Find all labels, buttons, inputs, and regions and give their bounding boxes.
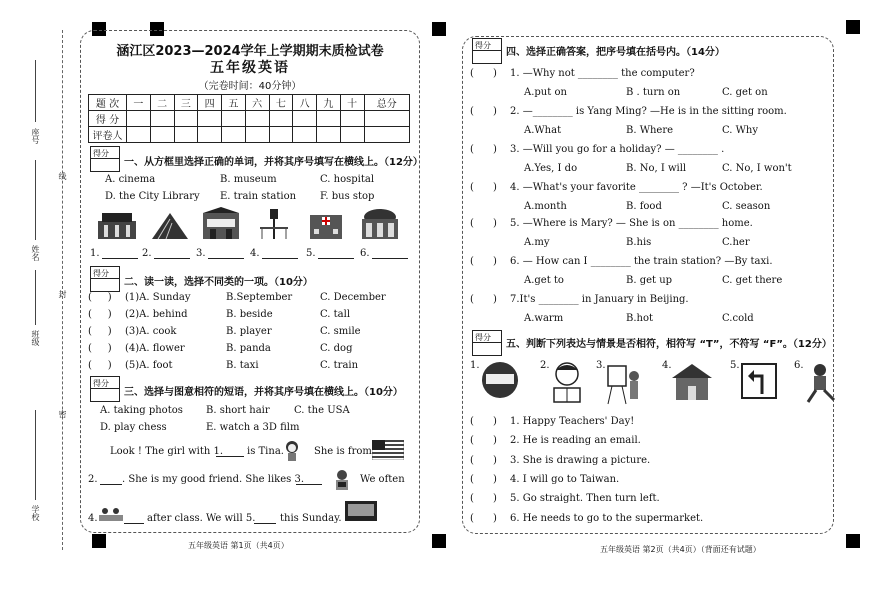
q4-paren[interactable]: ( ) bbox=[470, 68, 497, 79]
q3-line3-c: this Sunday. bbox=[280, 513, 342, 524]
grader-cell[interactable] bbox=[293, 127, 317, 143]
q4-option-a: A.month bbox=[524, 201, 567, 212]
score-header-cell: 五 bbox=[222, 95, 246, 111]
q1-blank: 4. bbox=[250, 248, 260, 259]
exam-subtitle: 五年级英语 bbox=[210, 60, 290, 76]
score-row-label: 评卷人 bbox=[89, 127, 127, 143]
q3-option: E. watch a 3D film bbox=[206, 422, 300, 433]
q4-option-a: A.Yes, I do bbox=[524, 163, 578, 174]
turn-left-sign-icon bbox=[740, 362, 778, 404]
q2-option-c: C. tall bbox=[320, 309, 351, 320]
q2-option-c: C. train bbox=[320, 360, 359, 371]
exam-time: （完卷时间：40分钟） bbox=[198, 81, 302, 92]
score-header-cell: 总分 bbox=[364, 95, 410, 111]
usa-flag-icon bbox=[372, 440, 404, 460]
q1-picture-hospital-icon bbox=[306, 207, 346, 241]
q2-option-b: B. beside bbox=[226, 309, 273, 320]
q4-option-a: A.warm bbox=[524, 313, 564, 324]
q2-paren[interactable]: ( ) bbox=[88, 343, 112, 354]
score-row-label: 得 分 bbox=[89, 111, 127, 127]
side-label-line: 线 bbox=[58, 172, 67, 180]
q3-line3-a: 4. bbox=[88, 513, 98, 524]
q1-heading: 一、从方框里选择正确的单词，并将其序号填写在横线上。（12分） bbox=[124, 157, 423, 168]
side-label-seat: 座号 bbox=[31, 128, 40, 144]
grader-cell[interactable] bbox=[364, 127, 410, 143]
q1-option: F. bus stop bbox=[320, 191, 375, 202]
q1-blank: 1. bbox=[90, 248, 100, 259]
q4-option-a: A.my bbox=[524, 237, 550, 248]
q1-blank: 5. bbox=[306, 248, 316, 259]
grader-cell[interactable] bbox=[245, 127, 269, 143]
q3-line2-b: . She is my good friend. She likes 3. bbox=[122, 474, 304, 485]
q5-statement: 5. Go straight. Then turn left. bbox=[510, 493, 660, 504]
q1-option: D. the City Library bbox=[105, 191, 200, 202]
q2-option-a: (1)A. Sunday bbox=[125, 292, 191, 303]
q2-paren[interactable]: ( ) bbox=[88, 292, 112, 303]
q5-pic-number: 5. bbox=[730, 360, 740, 371]
q1-picture-bus-stop-icon bbox=[256, 207, 292, 241]
grader-cell[interactable] bbox=[198, 127, 222, 143]
q1-picture-library-icon bbox=[96, 209, 138, 241]
q4-question: 2. —________ is Yang Ming? —He is in the sitting room. bbox=[510, 106, 787, 117]
grader-cell[interactable] bbox=[269, 127, 293, 143]
q5-paren[interactable]: ( ) bbox=[470, 474, 497, 485]
grader-cell[interactable] bbox=[222, 127, 246, 143]
q5-pic-number: 6. bbox=[794, 360, 804, 371]
score-header-cell: 七 bbox=[269, 95, 293, 111]
exam-title: 涵江区2023—2024学年上学期期末质检试卷 bbox=[116, 44, 384, 59]
q4-paren[interactable]: ( ) bbox=[470, 256, 497, 267]
q4-heading: 四、选择正确答案，把序号填在括号内。（14分） bbox=[506, 47, 725, 58]
q2-option-c: C. dog bbox=[320, 343, 353, 354]
registration-mark bbox=[846, 20, 860, 34]
q4-option-c: C. get on bbox=[722, 87, 768, 98]
q1-answer-line[interactable] bbox=[154, 258, 190, 259]
side-field-line bbox=[35, 60, 36, 122]
score-table bbox=[88, 94, 410, 143]
q4-option-c: C.her bbox=[722, 237, 750, 248]
score-row bbox=[89, 111, 410, 127]
girl-taking-photos-icon bbox=[330, 468, 354, 492]
registration-mark bbox=[432, 534, 446, 548]
q5-statement: 1. Happy Teachers' Day! bbox=[510, 416, 635, 427]
score-cell[interactable] bbox=[198, 111, 222, 127]
q3-line2-c: We often bbox=[360, 474, 405, 485]
score-box[interactable] bbox=[90, 376, 120, 402]
q5-pic-number: 1. bbox=[470, 360, 480, 371]
q3-line3-b: after class. We will 5. bbox=[147, 513, 256, 524]
score-cell[interactable] bbox=[269, 111, 293, 127]
q3-answer-line[interactable] bbox=[124, 523, 144, 524]
q3-answer-line[interactable] bbox=[296, 484, 322, 485]
chess-icon bbox=[98, 503, 124, 523]
score-cell[interactable] bbox=[364, 111, 410, 127]
q2-option-b: B. player bbox=[226, 326, 272, 337]
q5-heading: 五、判断下列表达与情景是否相符，相符写 “T”，不符写 “F”。（12分） bbox=[506, 339, 832, 350]
q1-picture-train-station-icon bbox=[358, 207, 402, 241]
q3-answer-line[interactable] bbox=[100, 484, 122, 485]
teachers-day-card-icon bbox=[478, 360, 522, 400]
boy-reading-book-icon bbox=[546, 360, 588, 406]
registration-mark bbox=[92, 534, 106, 548]
q1-answer-line[interactable] bbox=[208, 258, 244, 259]
registration-mark bbox=[432, 22, 446, 36]
q4-option-c: C. season bbox=[722, 201, 771, 212]
q3-option: D. play chess bbox=[100, 422, 167, 433]
score-box[interactable] bbox=[472, 330, 502, 356]
q1-blank: 3. bbox=[196, 248, 206, 259]
q4-option-b: B. No, I will bbox=[626, 163, 687, 174]
q4-paren[interactable]: ( ) bbox=[470, 182, 497, 193]
side-field-line bbox=[35, 160, 36, 240]
q1-answer-line[interactable] bbox=[372, 258, 408, 259]
score-box-label: 得分 bbox=[475, 333, 491, 342]
score-cell[interactable] bbox=[174, 111, 198, 127]
q4-paren[interactable]: ( ) bbox=[470, 218, 497, 229]
score-box[interactable] bbox=[90, 146, 120, 172]
q5-paren[interactable]: ( ) bbox=[470, 493, 497, 504]
q4-option-c: C. Why bbox=[722, 125, 759, 136]
q4-option-a: A.What bbox=[524, 125, 562, 136]
girl-drawing-easel-icon bbox=[604, 360, 644, 406]
q2-option-a: (5)A. foot bbox=[125, 360, 173, 371]
q5-statement: 4. I will go to Taiwan. bbox=[510, 474, 620, 485]
q4-option-a: A.get to bbox=[524, 275, 564, 286]
q4-option-b: B. food bbox=[626, 201, 662, 212]
q4-option-c: C. get there bbox=[722, 275, 783, 286]
registration-mark bbox=[846, 534, 860, 548]
grader-cell[interactable] bbox=[317, 127, 341, 143]
q4-question: 1. —Why not ________ the computer? bbox=[510, 68, 695, 79]
q3-answer-line[interactable] bbox=[254, 523, 276, 524]
q4-paren[interactable]: ( ) bbox=[470, 144, 497, 155]
q4-option-c: C.cold bbox=[722, 313, 754, 324]
q1-blank: 6. bbox=[360, 248, 370, 259]
side-label-school: 学校 bbox=[31, 505, 40, 521]
q1-option: A. cinema bbox=[105, 174, 156, 185]
q2-paren[interactable]: ( ) bbox=[88, 326, 112, 337]
q3-option: B. short hair bbox=[206, 405, 270, 416]
grader-cell[interactable] bbox=[150, 127, 174, 143]
q2-option-a: (2)A. behind bbox=[125, 309, 188, 320]
q4-option-a: A.put on bbox=[524, 87, 567, 98]
q5-statement: 3. She is drawing a picture. bbox=[510, 455, 651, 466]
q2-option-b: B. taxi bbox=[226, 360, 259, 371]
q4-option-b: B . turn on bbox=[626, 87, 681, 98]
q1-answer-line[interactable] bbox=[102, 258, 138, 259]
q5-pic-number: 4. bbox=[662, 360, 672, 371]
q4-option-b: B.his bbox=[626, 237, 652, 248]
q2-option-a: (4)A. flower bbox=[125, 343, 185, 354]
q1-answer-line[interactable] bbox=[318, 258, 354, 259]
q3-answer-line[interactable] bbox=[216, 456, 244, 457]
q3-option: A. taking photos bbox=[100, 405, 183, 416]
score-box[interactable] bbox=[472, 38, 502, 64]
q2-paren[interactable]: ( ) bbox=[88, 360, 112, 371]
3d-film-screen-icon bbox=[344, 500, 378, 522]
score-header-cell: 一 bbox=[127, 95, 151, 111]
score-box-label: 得分 bbox=[93, 269, 109, 278]
grader-cell[interactable] bbox=[127, 127, 151, 143]
side-field-line bbox=[35, 410, 36, 500]
q5-statement: 2. He is reading an email. bbox=[510, 435, 641, 446]
q3-line1-a: Look ! The girl with 1. bbox=[110, 446, 224, 457]
score-cell[interactable] bbox=[317, 111, 341, 127]
q1-picture-cinema-icon bbox=[200, 207, 242, 241]
q4-option-b: B.hot bbox=[626, 313, 654, 324]
score-box-label: 得分 bbox=[93, 379, 109, 388]
q1-option: B. museum bbox=[220, 174, 277, 185]
q3-line2-a: 2. bbox=[88, 474, 98, 485]
q2-option-b: B.September bbox=[226, 292, 293, 303]
q1-answer-line[interactable] bbox=[262, 258, 298, 259]
girl-short-hair-icon bbox=[283, 440, 301, 462]
q2-option-b: B. panda bbox=[226, 343, 271, 354]
score-header-cell: 十 bbox=[340, 95, 364, 111]
person-running-icon bbox=[800, 362, 840, 404]
q4-option-c: C. No, I won't bbox=[722, 163, 792, 174]
q4-question: 5. —Where is Mary? — She is on ________ home. bbox=[510, 218, 753, 229]
score-header-cell: 四 bbox=[198, 95, 222, 111]
q1-option: E. train station bbox=[220, 191, 297, 202]
right-page-footer: 五年级英语 第2页（共4页）（背面还有试题） bbox=[600, 545, 761, 554]
q4-paren[interactable]: ( ) bbox=[470, 294, 497, 305]
q4-option-b: B. Where bbox=[626, 125, 674, 136]
score-header-cell: 三 bbox=[174, 95, 198, 111]
score-table-header bbox=[89, 95, 410, 111]
grader-row bbox=[89, 127, 410, 143]
grader-cell[interactable] bbox=[174, 127, 198, 143]
score-cell[interactable] bbox=[127, 111, 151, 127]
q4-question: 3. —Will you go for a holiday? — ________ . bbox=[510, 144, 725, 155]
q3-line1-b: is Tina. bbox=[247, 446, 284, 457]
score-header-cell: 八 bbox=[293, 95, 317, 111]
grader-cell[interactable] bbox=[340, 127, 364, 143]
q3-heading: 三、选择与图意相符的短语，并将其序号填在横线上。（10分） bbox=[124, 387, 403, 398]
q4-question: 7.It's ________ in January in Beijing. bbox=[510, 294, 689, 305]
score-header-cell: 二 bbox=[150, 95, 174, 111]
side-label-seal: 密 bbox=[58, 410, 67, 418]
q2-option-a: (3)A. cook bbox=[125, 326, 177, 337]
score-box[interactable] bbox=[90, 266, 120, 292]
q5-pic-number: 2. bbox=[540, 360, 550, 371]
q5-paren[interactable]: ( ) bbox=[470, 416, 497, 427]
q5-paren[interactable]: ( ) bbox=[470, 513, 497, 524]
side-label-close: 封 bbox=[58, 290, 67, 298]
score-header-cell: 九 bbox=[317, 95, 341, 111]
q1-picture-museum-icon bbox=[150, 209, 190, 241]
q3-option: C. the USA bbox=[294, 405, 350, 416]
score-cell[interactable] bbox=[340, 111, 364, 127]
q5-paren[interactable]: ( ) bbox=[470, 435, 497, 446]
score-box-label: 得分 bbox=[475, 41, 491, 50]
q4-question: 6. — How can I ________ the train station? —By taxi. bbox=[510, 256, 773, 267]
q1-option: C. hospital bbox=[320, 174, 375, 185]
q4-question: 4. —What's your favorite ________ ? —It's October. bbox=[510, 182, 763, 193]
side-label-class: 班级 bbox=[31, 330, 40, 346]
temple-building-icon bbox=[670, 362, 714, 404]
q2-option-c: C. smile bbox=[320, 326, 361, 337]
q2-paren[interactable]: ( ) bbox=[88, 309, 112, 320]
q4-option-b: B. get up bbox=[626, 275, 673, 286]
score-box-label: 得分 bbox=[93, 149, 109, 158]
q5-pic-number: 3. bbox=[596, 360, 606, 371]
q1-blank: 2. bbox=[142, 248, 152, 259]
side-field-line bbox=[35, 270, 36, 325]
q5-statement: 6. He needs to go to the supermarket. bbox=[510, 513, 704, 524]
q5-paren[interactable]: ( ) bbox=[470, 455, 497, 466]
score-header-cell: 题 次 bbox=[89, 95, 127, 111]
score-cell[interactable] bbox=[245, 111, 269, 127]
side-label-name: 姓名 bbox=[31, 245, 40, 261]
q2-heading: 二、读一读，选择不同类的一项。（10分） bbox=[124, 277, 313, 288]
score-header-cell: 六 bbox=[245, 95, 269, 111]
q4-paren[interactable]: ( ) bbox=[470, 106, 497, 117]
q2-option-c: C. December bbox=[320, 292, 386, 303]
score-cell[interactable] bbox=[293, 111, 317, 127]
score-cell[interactable] bbox=[222, 111, 246, 127]
left-page-footer: 五年级英语 第1页（共4页） bbox=[188, 541, 289, 550]
q3-line1-c: She is from bbox=[314, 446, 372, 457]
score-cell[interactable] bbox=[150, 111, 174, 127]
